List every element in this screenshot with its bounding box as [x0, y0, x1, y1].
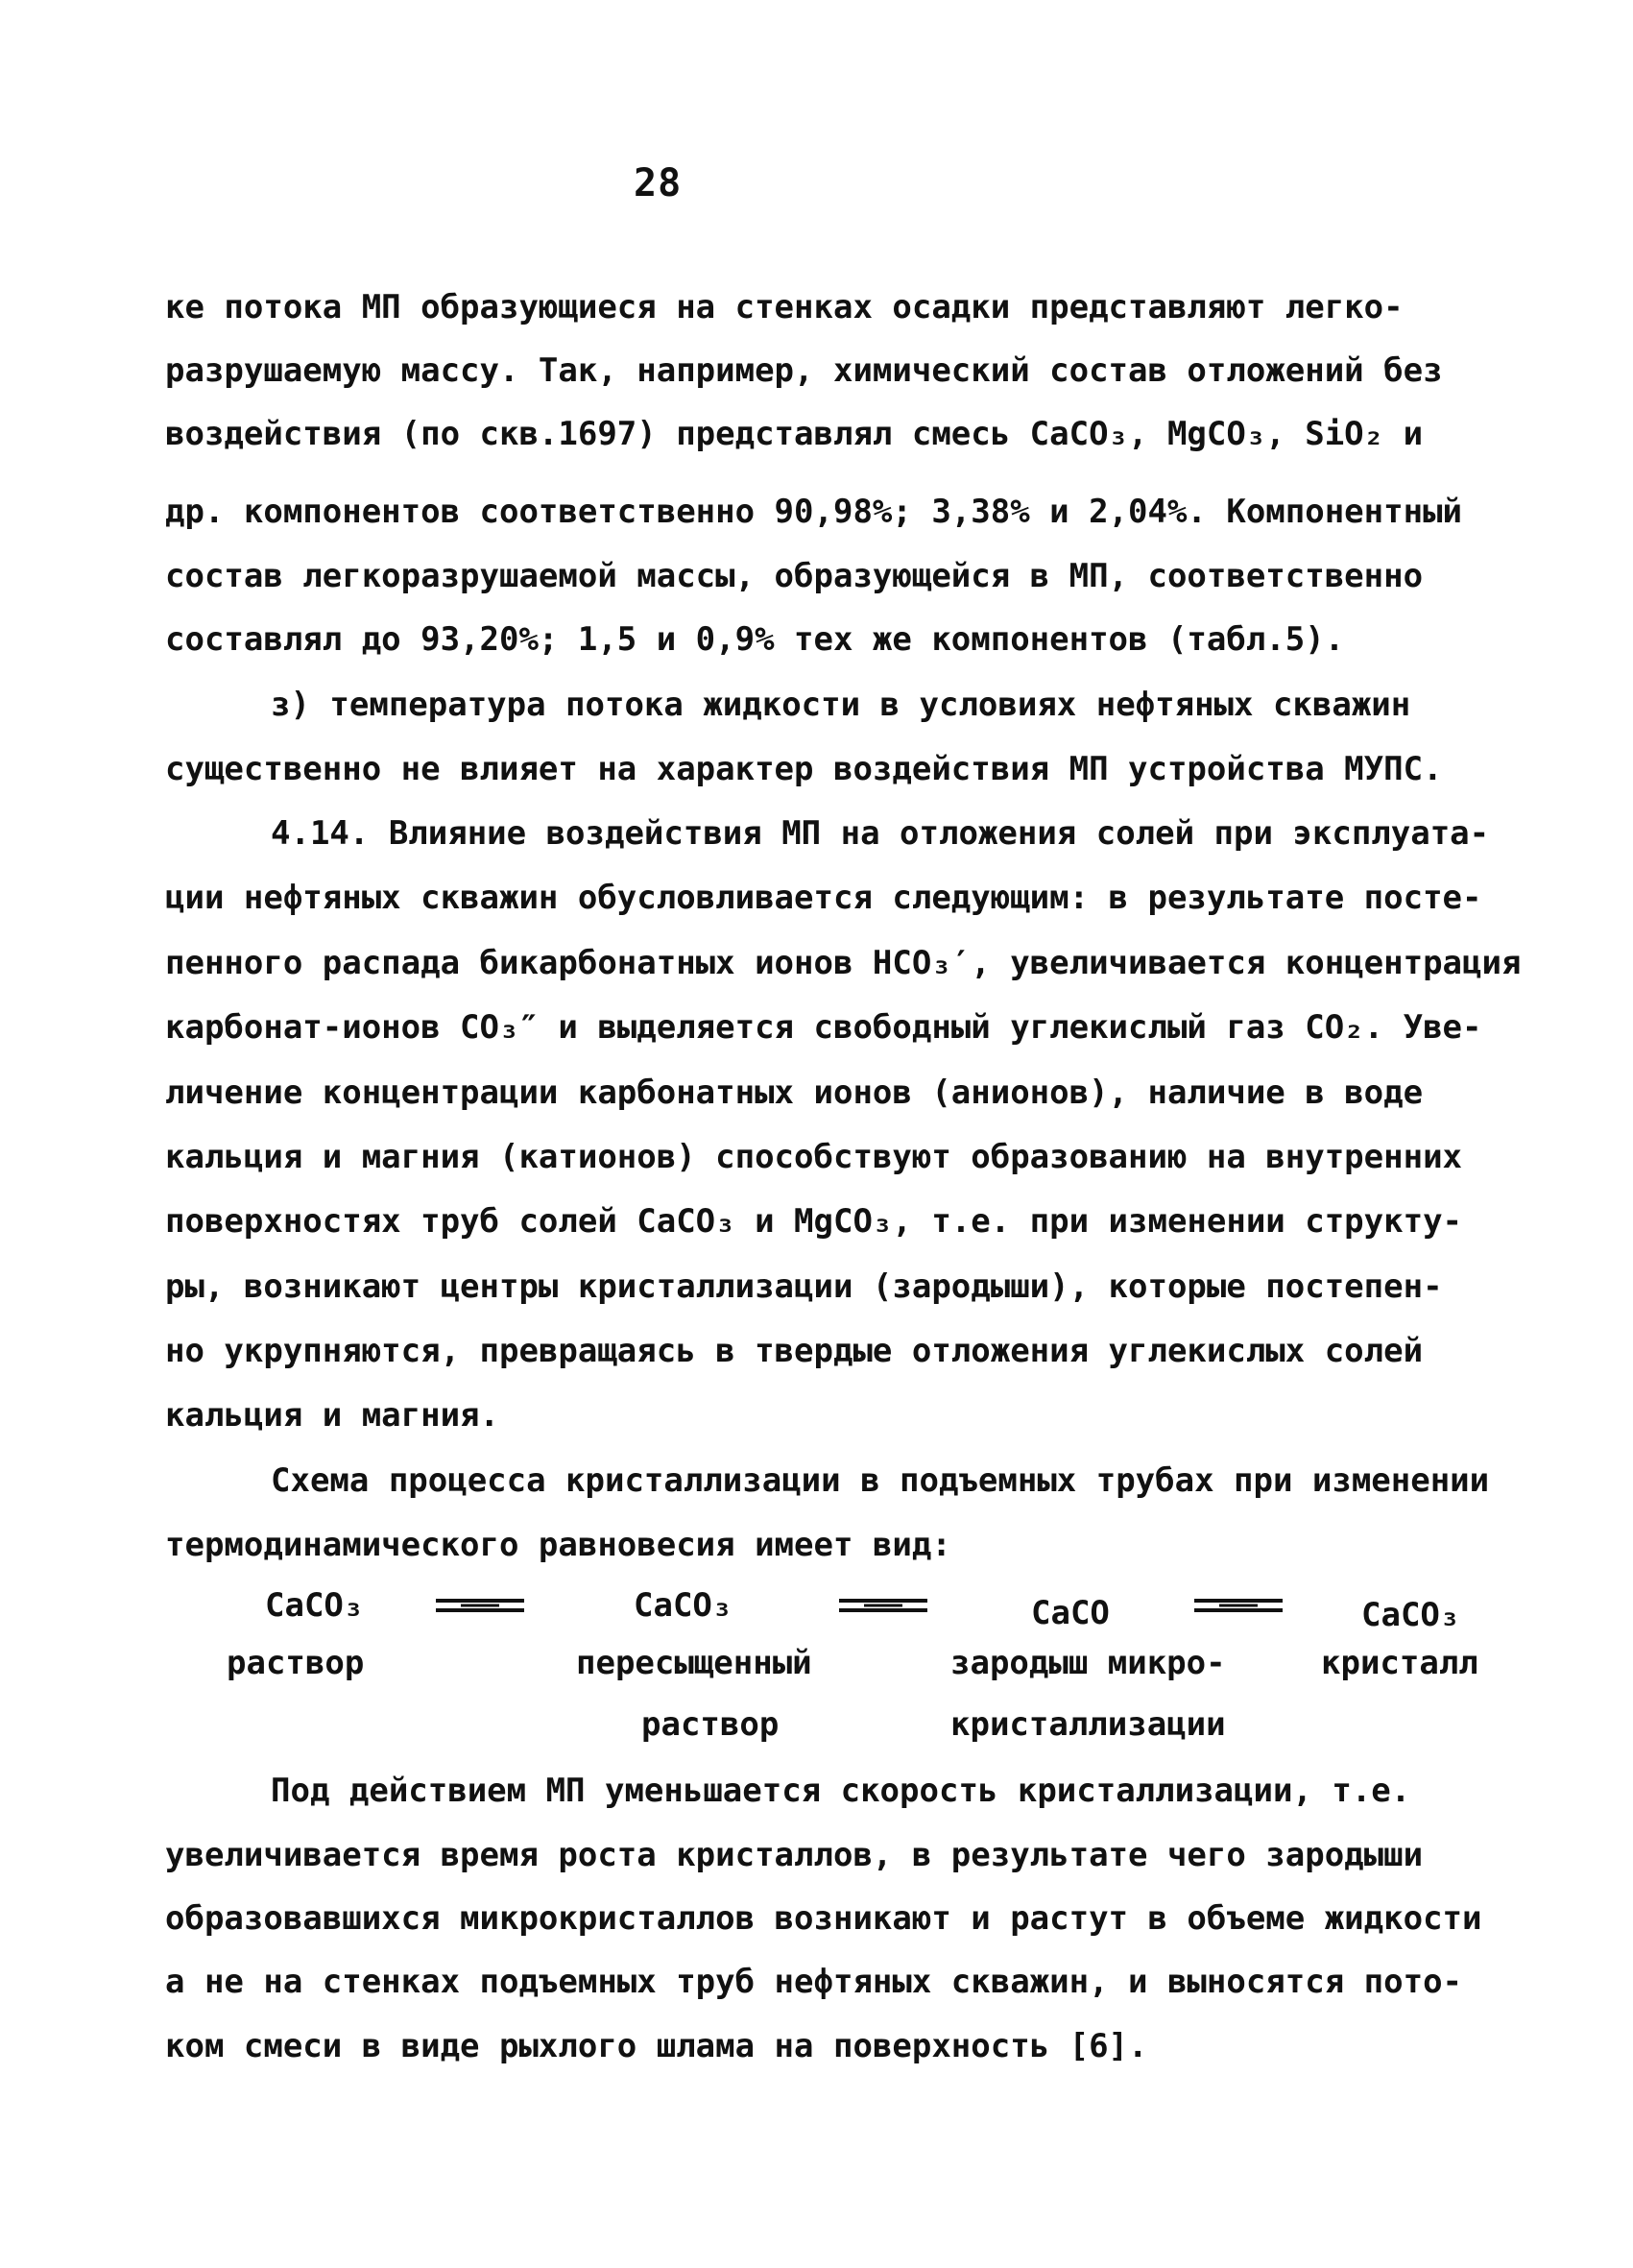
- text-line: ции нефтяных скважин обусловливается следующим: в результате посте-: [165, 879, 1482, 917]
- text-line: существенно не влияет на характер воздействия МП устройства МУПС.: [165, 750, 1443, 788]
- scheme-label: раствор: [641, 1705, 780, 1744]
- equilibrium-arrow-icon: [835, 1594, 931, 1617]
- scheme-formula: CaCO: [1031, 1594, 1110, 1632]
- text-line: ком смеси в виде рыхлого шлама на поверхность [6].: [165, 2027, 1148, 2065]
- text-line: кальция и магния (катионов) способствуют образованию на внутренних: [165, 1138, 1463, 1176]
- text-line: ке потока МП образующиеся на стенках осадки представляют легко-: [165, 288, 1404, 326]
- text-line: но укрупняются, превращаясь в твердые отложения углекислых солей: [165, 1332, 1424, 1370]
- scheme-formula: CaCO₃: [634, 1586, 732, 1625]
- text-line: др. компонентов соответственно 90,98%; 3,38% и 2,04%. Компонентный: [165, 493, 1463, 531]
- scheme-label: раствор: [227, 1644, 365, 1682]
- scheme-label: зародыш микро-: [950, 1644, 1226, 1682]
- scheme-label: пересыщенный: [576, 1644, 812, 1682]
- text-line: термодинамического равновесия имеет вид:: [165, 1526, 951, 1564]
- text-line: карбонат-ионов CO₃″ и выделяется свободный углекислый газ CO₂. Уве-: [165, 1008, 1482, 1047]
- text-line: Под действием МП уменьшается скорость кристаллизации, т.е.: [271, 1772, 1411, 1810]
- text-line: состав легкоразрушаемой массы, образующейся в МП, соответственно: [165, 557, 1424, 595]
- text-line: а не на стенках подъемных труб нефтяных скважин, и выносятся пото-: [165, 1963, 1463, 2001]
- text-line: кальция и магния.: [165, 1396, 499, 1435]
- scheme-label: кристаллизации: [950, 1705, 1226, 1744]
- text-line: разрушаемую массу. Так, например, химический состав отложений без: [165, 351, 1443, 390]
- scheme-label: кристалл: [1321, 1644, 1478, 1682]
- equilibrium-arrow-icon: [432, 1594, 528, 1617]
- text-line: пенного распада бикарбонатных ионов HCO₃′, увеличивается концентрация: [165, 944, 1522, 982]
- text-line: воздействия (по скв.1697) представлял смесь CaCO₃, MgCO₃, SiO₂ и: [165, 415, 1424, 453]
- scheme-formula: CaCO₃: [1361, 1596, 1460, 1634]
- text-line: личение концентрации карбонатных ионов (анионов), наличие в воде: [165, 1074, 1424, 1112]
- text-line: 4.14. Влияние воздействия МП на отложения солей при эксплуата-: [271, 814, 1490, 853]
- text-line: поверхностях труб солей CaCO₃ и MgCO₃, т.е. при изменении структу-: [165, 1202, 1463, 1241]
- text-line: ры, возникают центры кристаллизации (зародыши), которые постепен-: [165, 1267, 1443, 1306]
- scheme-formula: CaCO₃: [265, 1586, 364, 1625]
- page-number: 28: [634, 161, 683, 205]
- text-line: образовавшихся микрокристаллов возникают и растут в объеме жидкости: [165, 1899, 1482, 1938]
- equilibrium-arrow-icon: [1190, 1594, 1286, 1617]
- text-line: составлял до 93,20%; 1,5 и 0,9% тех же компонентов (табл.5).: [165, 620, 1345, 659]
- text-line: з) температура потока жидкости в условиях нефтяных скважин: [271, 686, 1411, 724]
- text-line: Схема процесса кристаллизации в подъемных трубах при изменении: [271, 1461, 1490, 1500]
- text-line: увеличивается время роста кристаллов, в результате чего зародыши: [165, 1836, 1424, 1874]
